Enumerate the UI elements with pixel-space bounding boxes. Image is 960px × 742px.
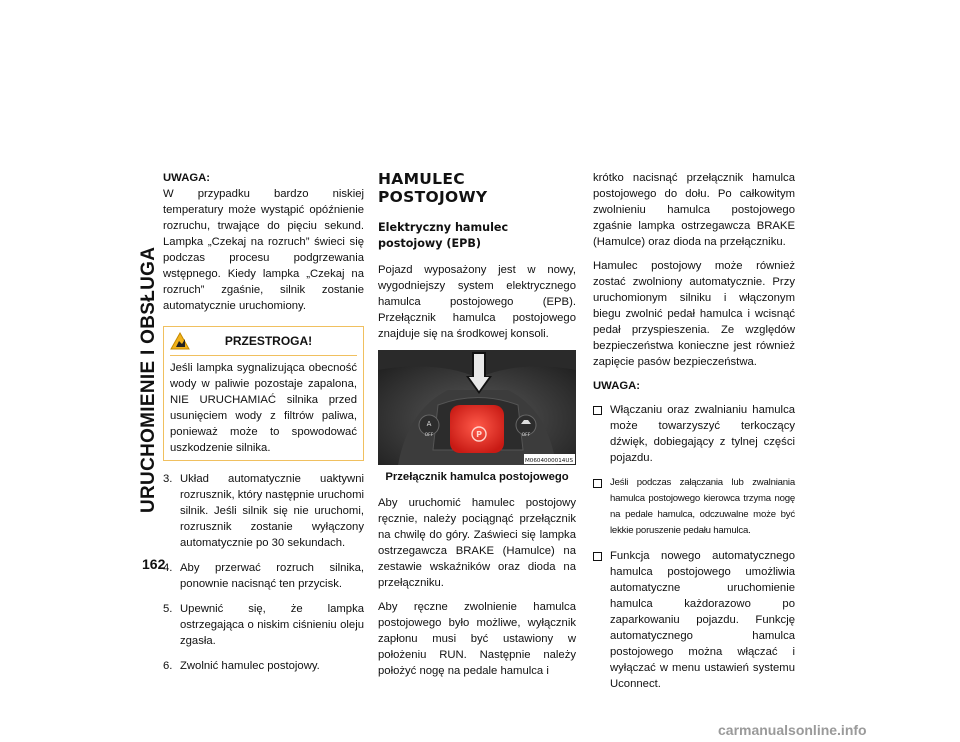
- warning-icon: [170, 332, 190, 350]
- note-text: W przypadku bardzo niskiej temperatury może wystąpić opóźnienie rozruchu, trwające do pięciu sekund. Lampka „Czekaj na rozruch” świeci się podczas procesu podgrzewania wstępnego. Kiedy lampka „Czekaj na rozruch” zgaśnie, silnik zostanie automatycznie uruchomiony.: [163, 188, 364, 312]
- list-item: [593, 548, 795, 692]
- section-title-vertical: URUCHOMIENIE I OBSŁUGA: [138, 246, 159, 514]
- step-number: 4.: [163, 562, 173, 574]
- list-item: [163, 658, 364, 674]
- list-item: [163, 560, 364, 592]
- list-item: [593, 475, 795, 539]
- note-label: UWAGA:: [593, 380, 641, 392]
- paragraph: Hamulec postojowy może również zostać zwolniony automatycznie. Przy uruchomionym silniku i włączonym biegu zwolnić pedał hamulca i wcisnąć pedał przyspieszenia. Ze względów bezpieczeństwa konieczne jest również zapięcie pasów bezpieczeństwa.: [593, 260, 795, 368]
- page-number: 162: [142, 556, 166, 572]
- image-caption: Przełącznik hamulca postojowego: [385, 471, 569, 483]
- list-item: [163, 601, 364, 649]
- paragraph: krótko nacisnąć przełącznik hamulca postojowego do dołu. Po całkowitym zwolnieniu hamulca postojowego zgaśnie lampka ostrzegawcza BRAKE (Hamulce) oraz dioda na przełączniku.: [593, 172, 795, 248]
- list-item: [593, 402, 795, 466]
- svg-text:OFF: OFF: [424, 433, 434, 438]
- step-text: Zwolnić hamulec postojowy.: [180, 660, 320, 672]
- step-text: Aby przerwać rozruch silnika, ponownie nacisnąć ten przycisk.: [180, 562, 364, 590]
- column-1: [163, 170, 364, 683]
- bullet-square-icon: [593, 406, 602, 415]
- steps-list: [163, 471, 364, 674]
- warning-text: Jeśli lampka sygnalizująca obecność wody w paliwie pozostaje zapalona, NIE URUCHAMIAĆ silnika przed usunięciem wody z filtrów paliwa, ponieważ może to spowodować uszkodzenie silnika.: [170, 355, 357, 456]
- intro-paragraph: Pojazd wyposażony jest w nowy, wygodniejszy system elektrycznego hamulca postojowego (EPB). Przełącznik hamulca postojowego znajduje się na środkowej konsoli.: [378, 264, 576, 340]
- paragraph: Aby ręczne zwolnienie hamulca postojowego było możliwe, wyłącznik zapłonu musi być ustawiony w położeniu RUN. Następnie należy położyć nogę na pedale hamulca i: [378, 601, 576, 677]
- list-item: [163, 471, 364, 551]
- step-number: 6.: [163, 660, 173, 672]
- column-2: [378, 170, 576, 687]
- bullet-square-icon: [593, 552, 602, 561]
- section-heading: HAMULEC POSTOJOWY: [378, 170, 488, 206]
- image-code: M0604000014US: [524, 458, 573, 464]
- paragraph: Aby uruchomić hamulec postojowy ręcznie, należy pociągnąć przełącznik na chwilę do góry. Zaświeci się lampka ostrzegawcza BRAKE (Hamulce) na zestawie wskaźników oraz dioda na przełączniku.: [378, 497, 576, 589]
- parking-brake-switch-photo: [378, 350, 576, 465]
- step-number: 3.: [163, 473, 173, 485]
- step-text: Upewnić się, że lampka ostrzegająca o niskim ciśnieniu oleju zgasła.: [180, 603, 364, 647]
- step-number: 5.: [163, 603, 173, 615]
- section-subheading: Elektryczny hamulec postojowy (EPB): [378, 221, 509, 250]
- warning-title: PRZESTROGA!: [224, 334, 313, 348]
- svg-text:P: P: [476, 430, 482, 439]
- bullet-text: Włączaniu oraz zwalnianiu hamulca może towarzyszyć terkoczący dźwięk, dobiegający z tylnej części pojazdu.: [610, 404, 795, 464]
- watermark: carmanualsonline.info: [718, 722, 867, 738]
- column-3: [593, 170, 795, 701]
- step-text: Układ automatycznie uaktywni rozrusznik, który następnie uruchomi silnik. Jeśli silnik się nie uruchomi, rozrusznik zostanie wyłączony automatycznie po 30 sekundach.: [180, 473, 364, 549]
- note-label: UWAGA:: [163, 172, 211, 184]
- notes-list: [593, 402, 795, 692]
- warning-box: [163, 326, 364, 461]
- svg-text:OFF: OFF: [521, 433, 531, 438]
- bullet-square-icon: [593, 479, 602, 488]
- svg-text:A: A: [426, 420, 432, 428]
- warning-header: [164, 327, 363, 355]
- bullet-text: Funkcja nowego automatycznego hamulca postojowego umożliwia automatyczne uruchomienie hamulca każdorazowo po zaparkowaniu pojazdu. Funkcję automatycznego hamulca postojowego można włączać i wyłączać w menu ustawień systemu Uconnect.: [610, 550, 795, 690]
- bullet-text: Jeśli podczas załączania lub zwalniania hamulca postojowego kierowca trzyma nogę na pedale hamulca, odczuwalne może być lekkie poruszenie pedału hamulca.: [610, 477, 795, 536]
